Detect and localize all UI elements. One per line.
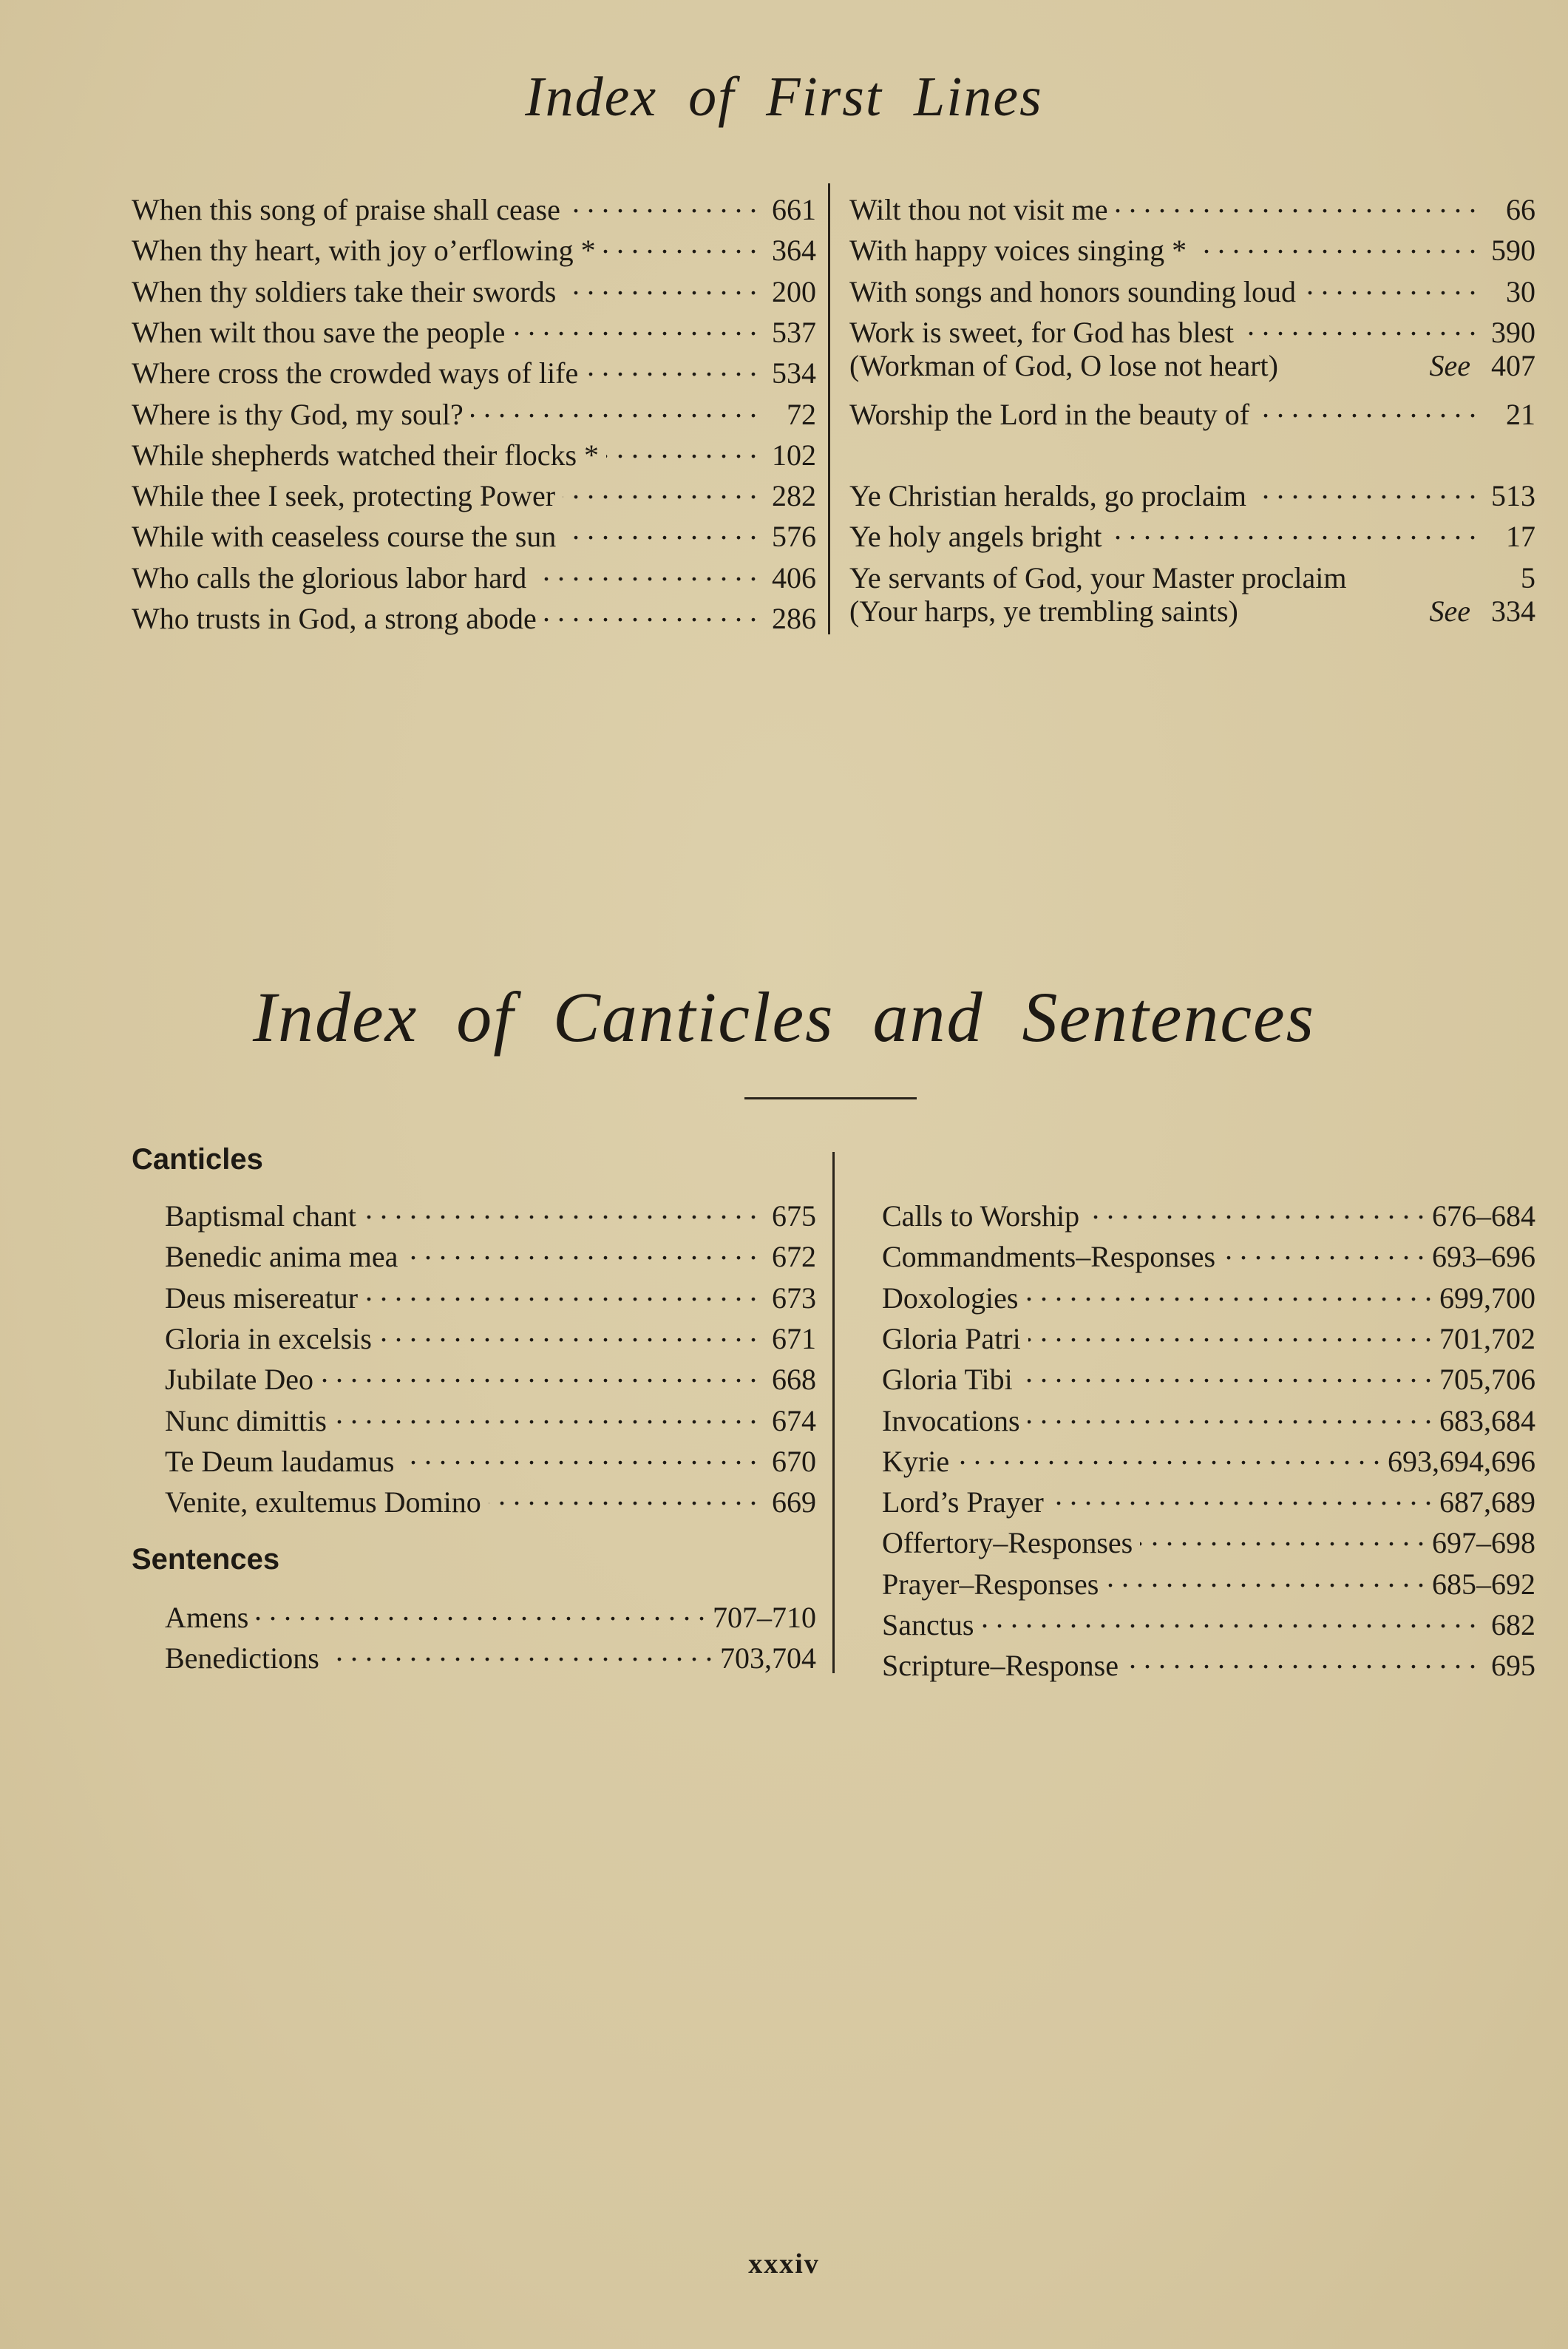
index-entry <box>882 1518 1535 1559</box>
index-entry <box>165 1355 816 1395</box>
index-entry <box>849 185 1535 226</box>
index-entry <box>132 185 816 226</box>
entry-text: Sanctus <box>882 1608 974 1641</box>
entry-text: Lord’s Prayer <box>882 1485 1044 1519</box>
page-ref: 513 <box>1491 479 1535 513</box>
entry-text: Gloria Patri <box>882 1321 1021 1355</box>
index-entry <box>132 512 816 552</box>
entry-text: When thy soldiers take their swords <box>132 274 557 308</box>
dot-leader <box>365 1273 757 1308</box>
entry-text: Commandments–Responses <box>882 1240 1216 1274</box>
entry-text: (Your harps, ye trembling saints) <box>849 594 1238 628</box>
dot-leader <box>563 512 757 546</box>
page-ref: 576 <box>772 520 816 554</box>
page-ref: 670 <box>772 1444 816 1478</box>
index-entry <box>132 594 816 634</box>
index-entry <box>882 1191 1535 1232</box>
entry-text: Deus misereatur <box>165 1281 359 1315</box>
dot-leader <box>1087 1191 1425 1226</box>
page-ref: 671 <box>772 1321 816 1355</box>
canticles-title: Index of Canticles and Sentences <box>253 977 1315 1057</box>
page-ref: 200 <box>772 274 816 308</box>
entry-text: While with ceaseless course the sun <box>132 520 557 554</box>
entry-text: Invocations <box>882 1403 1020 1437</box>
index-entry <box>882 1641 1535 1681</box>
dot-leader <box>1025 1273 1432 1308</box>
page-ref: 406 <box>772 560 816 594</box>
page-ref: 17 <box>1506 520 1535 554</box>
page-ref: 407 <box>1491 349 1535 383</box>
page-ref: 21 <box>1506 397 1535 431</box>
entry-text: Where is thy God, my soul? <box>132 397 464 431</box>
entry-text: Gloria Tibi <box>882 1363 1013 1397</box>
page-ref: 705,706 <box>1439 1363 1535 1397</box>
dot-leader <box>1257 390 1476 424</box>
dot-leader <box>327 1633 713 1668</box>
entry-text: Work is sweet, for God has blest <box>849 315 1235 349</box>
index-entry <box>165 1232 816 1272</box>
index-entry <box>165 1633 816 1674</box>
index-entry <box>882 1559 1535 1600</box>
index-entry <box>165 1191 816 1232</box>
page-ref: 675 <box>772 1199 816 1233</box>
page-ref: 697–698 <box>1432 1526 1535 1560</box>
index-entry <box>882 1396 1535 1437</box>
index-entry <box>882 1477 1535 1518</box>
index-entry <box>132 348 816 389</box>
dot-leader <box>401 1437 757 1471</box>
index-entry <box>132 267 816 308</box>
entry-text: While thee I seek, protecting Power <box>132 479 556 513</box>
entry-text: Baptismal chant <box>165 1199 356 1233</box>
index-entry <box>882 1314 1535 1355</box>
dot-leader <box>1303 267 1476 302</box>
page-ref: 699,700 <box>1439 1281 1535 1315</box>
title-rule <box>744 1097 917 1099</box>
page-ref: 701,702 <box>1439 1321 1535 1355</box>
entry-text: Offertory–Responses <box>882 1526 1133 1560</box>
index-entry <box>132 308 816 348</box>
index-entry <box>132 390 816 430</box>
sentences-heading: Sentences <box>132 1543 280 1576</box>
dot-leader <box>379 1314 757 1349</box>
entry-text: Ye holy angels bright <box>849 520 1102 554</box>
page-ref: 674 <box>772 1403 816 1437</box>
entry-text: Te Deum laudamus <box>165 1444 395 1478</box>
dot-leader <box>1194 226 1476 260</box>
page-ref: 693–696 <box>1432 1240 1535 1274</box>
first-lines-title: Index of First Lines <box>525 66 1043 128</box>
page-ref: 661 <box>772 193 816 226</box>
page-ref: 682 <box>1491 1608 1535 1641</box>
index-entry <box>165 1396 816 1437</box>
index-entry <box>132 471 816 512</box>
page-ref: 66 <box>1506 193 1535 226</box>
page-ref: 286 <box>772 602 816 635</box>
index-entry <box>165 1314 816 1355</box>
dot-leader <box>1116 185 1477 220</box>
dot-leader <box>1028 1314 1432 1349</box>
page-ref: 687,689 <box>1439 1485 1535 1519</box>
dot-leader <box>364 1191 757 1226</box>
page-ref: 673 <box>772 1281 816 1315</box>
dot-leader <box>512 308 757 342</box>
entry-text: Calls to Worship <box>882 1199 1080 1233</box>
column-divider <box>832 1152 835 1673</box>
dot-leader <box>321 1355 757 1389</box>
index-entry <box>849 471 1535 512</box>
dot-leader <box>1254 471 1476 506</box>
page-ref: 534 <box>772 356 816 390</box>
dot-leader <box>1028 1396 1432 1431</box>
entry-text: Nunc dimittis <box>165 1403 327 1437</box>
entry-text: When wilt thou save the people <box>132 315 506 349</box>
index-entry <box>882 1600 1535 1641</box>
index-entry <box>882 1437 1535 1477</box>
index-entry <box>132 553 816 594</box>
index-entry <box>849 512 1535 552</box>
page-ref: 537 <box>772 315 816 349</box>
index-entry <box>849 226 1535 266</box>
dot-leader <box>981 1600 1476 1635</box>
dot-leader <box>534 553 757 588</box>
entry-text: Benedic anima mea <box>165 1240 398 1274</box>
dot-leader <box>1051 1477 1432 1512</box>
entry-text: Kyrie <box>882 1444 950 1478</box>
page-ref: 5 <box>1521 560 1535 594</box>
page-ref: 334 <box>1491 594 1535 628</box>
dot-leader <box>1109 512 1476 546</box>
index-entry <box>132 226 816 266</box>
index-entry <box>165 1437 816 1477</box>
canticles-heading: Canticles <box>132 1143 263 1176</box>
page-ref: 693,694,696 <box>1388 1444 1535 1478</box>
dot-leader <box>489 1477 757 1512</box>
entry-text: With songs and honors sounding loud <box>849 274 1296 308</box>
page-ref: 390 <box>1491 315 1535 349</box>
entry-text: Amens <box>165 1601 249 1634</box>
dot-leader <box>1223 1232 1425 1267</box>
entry-text: Scripture–Response <box>882 1649 1119 1683</box>
entry-text: Who calls the glorious labor hard <box>132 560 527 594</box>
entry-text: Worship the Lord in the beauty of <box>849 397 1250 431</box>
entry-text: When thy heart, with joy o’erflowing * <box>132 234 596 268</box>
index-entry <box>165 1273 816 1314</box>
dot-leader <box>586 348 757 383</box>
page-ref: 703,704 <box>720 1641 816 1675</box>
index-entry <box>165 1477 816 1518</box>
page-ref: 282 <box>772 479 816 513</box>
index-entry <box>882 1273 1535 1314</box>
entry-text: (Workman of God, O lose not heart) <box>849 349 1278 383</box>
dot-leader <box>563 267 757 302</box>
index-entry <box>165 1593 816 1633</box>
page-number: xxxiv <box>748 2248 820 2279</box>
dot-leader <box>471 390 757 424</box>
dot-leader <box>256 1593 705 1627</box>
dot-leader <box>1020 1355 1432 1389</box>
index-entry <box>132 430 816 471</box>
dot-leader <box>1140 1518 1425 1553</box>
page-ref: 669 <box>772 1485 816 1519</box>
index-entry <box>849 267 1535 308</box>
index-entry <box>882 1355 1535 1395</box>
page-ref: 590 <box>1491 234 1535 268</box>
dot-leader <box>544 594 757 628</box>
see-reference: See <box>1429 349 1470 383</box>
index-entry <box>882 1232 1535 1272</box>
entry-text: Wilt thou not visit me <box>849 193 1108 226</box>
dot-leader <box>1126 1641 1476 1675</box>
dot-leader <box>606 430 757 465</box>
entry-text: Gloria in excelsis <box>165 1321 372 1355</box>
page-ref: 685–692 <box>1432 1567 1535 1601</box>
entry-text: While shepherds watched their flocks * <box>132 438 600 472</box>
page-ref: 102 <box>772 438 816 472</box>
dot-leader <box>405 1232 757 1267</box>
entry-text: Benedictions <box>165 1641 319 1675</box>
dot-leader <box>1241 308 1476 342</box>
index-entry <box>849 594 1535 634</box>
page-ref: 668 <box>772 1363 816 1397</box>
page-ref: 683,684 <box>1439 1403 1535 1437</box>
index-entry <box>849 348 1535 389</box>
see-reference: See <box>1429 594 1470 628</box>
page-ref: 72 <box>787 397 816 431</box>
dot-leader <box>1106 1559 1425 1594</box>
entry-text: Who trusts in God, a strong abode <box>132 602 537 635</box>
entry-text: When this song of praise shall cease <box>132 193 560 226</box>
entry-text: Jubilate Deo <box>165 1363 314 1397</box>
page-ref: 364 <box>772 234 816 268</box>
entry-text: Ye Christian heralds, go proclaim <box>849 479 1246 513</box>
index-entry <box>849 553 1535 594</box>
entry-text: Venite, exultemus Domino <box>165 1485 481 1519</box>
page-ref: 695 <box>1491 1649 1535 1683</box>
dot-leader <box>563 471 757 506</box>
entry-text: Prayer–Responses <box>882 1567 1099 1601</box>
dot-leader <box>334 1396 757 1431</box>
page-ref: 676–684 <box>1432 1199 1535 1233</box>
page-ref: 672 <box>772 1240 816 1274</box>
entry-text: Where cross the crowded ways of life <box>132 356 579 390</box>
page-ref: 707–710 <box>713 1601 816 1634</box>
column-divider <box>828 183 830 634</box>
page-ref: 30 <box>1506 274 1535 308</box>
entry-text: Doxologies <box>882 1281 1019 1315</box>
dot-leader <box>957 1437 1380 1471</box>
index-entry <box>849 390 1535 430</box>
index-entry <box>849 308 1535 348</box>
dot-leader <box>603 226 757 260</box>
entry-text: Ye servants of God, your Master proclaim <box>849 560 1347 594</box>
dot-leader <box>568 185 757 220</box>
entry-text: With happy voices singing * <box>849 234 1187 268</box>
